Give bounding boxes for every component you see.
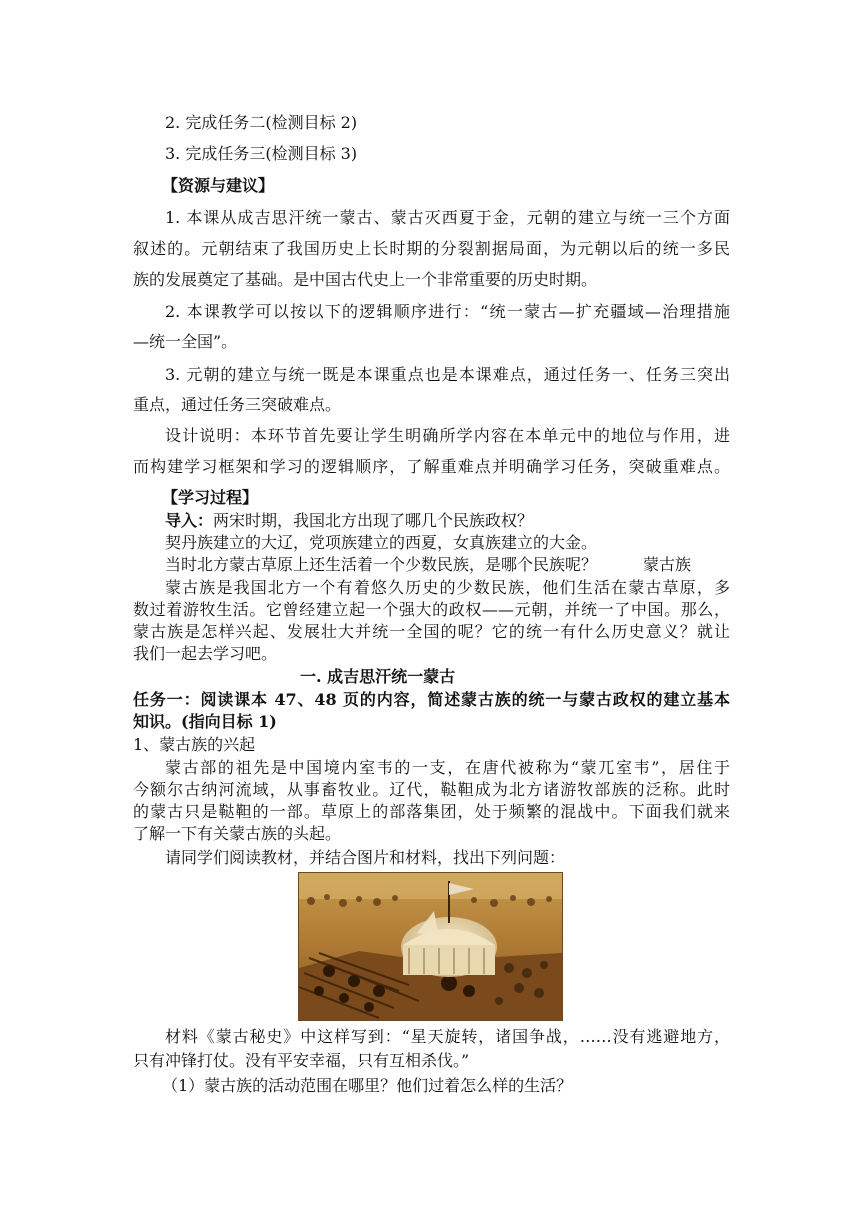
paragraph-line: —统一全国”。 (133, 332, 238, 351)
subheading: 1、蒙古族的兴起 (133, 735, 256, 754)
heading-learning-process: 【学习过程】 (162, 488, 259, 507)
task-line: 任务一：阅读课本 47、48 页的内容，简述蒙古族的统一与蒙古政权的建立基本 (133, 690, 730, 709)
design-note-line: 而构建学习框架和学习的逻辑顺序，了解重难点并明确学习任务，突破重难点。 (133, 457, 730, 476)
list-item-task2: 2. 完成任务二(检测目标 2) (165, 113, 358, 132)
paragraph-line: 今额尔古纳河流域，从事畜牧业。辽代，鞑靼成为北方诸游牧部族的泛称。此时 (133, 780, 730, 799)
question-answer: 蒙古族 (643, 555, 692, 574)
intro-line (165, 510, 533, 532)
intro-label: 导入： (165, 511, 214, 530)
paragraph-line: 族的发展奠定了基础。是中国古代史上一个非常重要的历史时期。 (133, 270, 598, 289)
paragraph-line: 2. 本课教学可以按以下的逻辑顺序进行：“统一蒙古—扩充疆域—治理措施 (165, 302, 730, 321)
heading-resources: 【资源与建议】 (162, 176, 275, 195)
material-quote-line: 只有冲锋打仗。没有平安幸福，只有互相杀伐。” (133, 1051, 470, 1070)
paragraph-line: 叙述的。元朝结束了我国历史上长时期的分裂割据局面，为元朝以后的统一多民 (133, 239, 730, 258)
mongol-yurt-painting (298, 872, 563, 1021)
task-line: 知识。(指向目标 1) (133, 712, 277, 731)
paragraph-line: 蒙古族是怎样兴起、发展壮大并统一全国的呢？它的统一有什么历史意义？就让 (133, 622, 730, 641)
question-text: 当时北方蒙古草原上还生活着一个少数民族，是哪个民族呢？ (165, 555, 598, 574)
paragraph-line: 3. 元朝的建立与统一既是本课重点也是本课难点，通过任务一、任务三突出 (165, 365, 730, 384)
question-line: （1）蒙古族的活动范围在哪里？他们过着怎么样的生活？ (162, 1076, 573, 1095)
instruction-line: 请同学们阅读教材，并结合图片和材料，找出下列问题： (165, 848, 566, 867)
intro-text: 两宋时期，我国北方出现了哪几个民族政权？ (213, 511, 534, 530)
paragraph-line: 蒙古部的祖先是中国境内室韦的一支，在唐代被称为“蒙兀室韦”，居住于 (165, 758, 730, 777)
paragraph-line: 的蒙古只是鞑靼的一部。草原上的部落集团，处于频繁的混战中。下面我们就来 (133, 802, 730, 821)
answer-line: 契丹族建立的大辽，党项族建立的西夏，女真族建立的大金。 (165, 533, 598, 552)
material-quote-line: 材料《蒙古秘史》中这样写到：“星天旋转，诸国争战，……没有逃避地方， (165, 1027, 730, 1046)
paragraph-line: 蒙古族是我国北方一个有着悠久历史的少数民族，他们生活在蒙古草原，多 (165, 578, 730, 597)
paragraph-line: 重点，通过任务三突破难点。 (133, 395, 342, 414)
question-line (165, 554, 691, 576)
paragraph-line: 数过着游牧生活。它曾经建立起一个强大的政权——元朝，并统一了中国。那么， (133, 600, 730, 619)
section-title: 一. 成吉思汗统一蒙古 (300, 667, 456, 686)
paragraph-line: 了解一下有关蒙古族的头起。 (133, 824, 342, 843)
paragraph-line: 1. 本课从成吉思汗统一蒙古、蒙古灭西夏于金，元朝的建立与统一三个方面 (165, 208, 730, 227)
design-note-line: 设计说明：本环节首先要让学生明确所学内容在本单元中的地位与作用，进 (165, 426, 730, 445)
paragraph-line: 我们一起去学习吧。 (133, 644, 278, 663)
list-item-task3: 3. 完成任务三(检测目标 3) (165, 144, 358, 163)
